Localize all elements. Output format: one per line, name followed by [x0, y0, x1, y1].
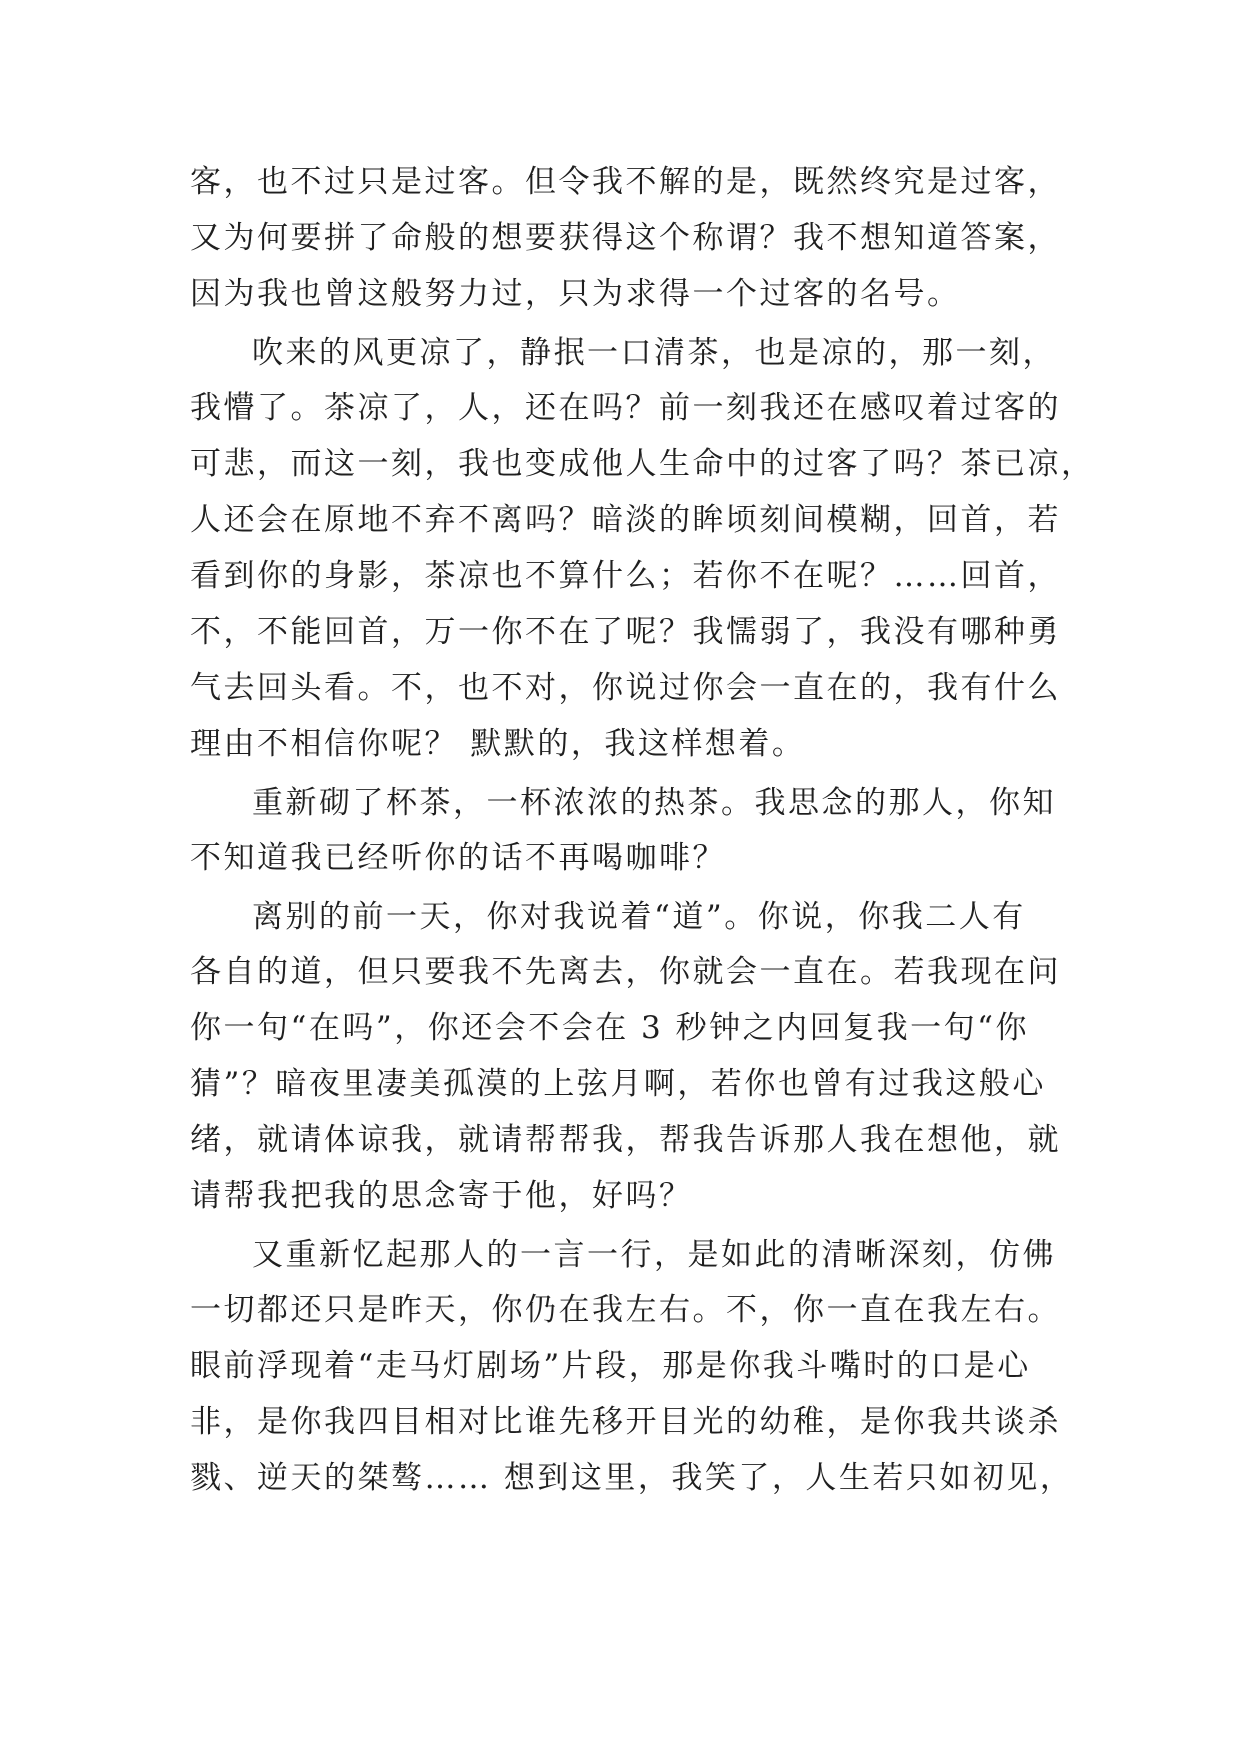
text-line: 理由不相信你呢？ 默默的，我这样想着。: [190, 726, 806, 762]
text-line: 请帮我把我的思念寄于他，好吗？: [190, 1178, 693, 1214]
text-line: 不，不能回首，万一你不在了呢？我懦弱了，我没有哪种勇: [190, 614, 1061, 650]
text-line: 气去回头看。不，也不对，你说过你会一直在的，我有什么: [190, 670, 1061, 706]
text-line: 各自的道，但只要我不先离去，你就会一直在。若我现在问: [190, 954, 1061, 990]
text-line: 客，也不过只是过客。但令我不解的是，既然终究是过客，: [190, 164, 1061, 200]
paragraph-first-line: 离别的前一天，你对我说着“道”。你说，你我二人有: [252, 899, 1026, 935]
text-line: 猜”？暗夜里凄美孤漠的上弦月啊，若你也曾有过我这般心: [190, 1066, 1046, 1102]
text-line: 我懵了。茶凉了，人，还在吗？前一刻我还在感叹着过客的: [190, 390, 1061, 426]
paragraph-first-line: 吹来的风更凉了，静抿一口清茶，也是凉的，那一刻，: [252, 335, 1056, 371]
text-line: 因为我也曾这般努力过，只为求得一个过客的名号。: [190, 276, 961, 312]
text-line: 又为何要拼了命般的想要获得这个称谓？我不想知道答案，: [190, 220, 1061, 256]
text-line: 不知道我已经听你的话不再喝咖啡？: [190, 840, 726, 876]
text-line: 可悲，而这一刻，我也变成他人生命中的过客了吗？茶已凉，: [190, 446, 1095, 482]
text-line: 绪，就请体谅我，就请帮帮我，帮我告诉那人我在想他，就: [190, 1122, 1061, 1158]
text-line: 非，是你我四目相对比谁先移开目光的幼稚，是你我共谈杀: [190, 1404, 1061, 1440]
text-line: 你一句“在吗”，你还会不会在 3 秒钟之内回复我一句“你: [190, 1010, 1029, 1046]
text-line: 一切都还只是昨天，你仍在我左右。不，你一直在我左右。: [190, 1292, 1061, 1328]
paragraph-first-line: 又重新忆起那人的一言一行，是如此的清晰深刻，仿佛: [252, 1237, 1056, 1273]
text-line: 戮、逆天的桀骜…… 想到这里，我笑了，人生若只如初见，: [190, 1460, 1074, 1496]
text-line: 人还会在原地不弃不离吗？暗淡的眸顷刻间模糊，回首，若: [190, 502, 1061, 538]
text-line: 看到你的身影，茶凉也不算什么；若你不在呢？……回首，: [190, 558, 1061, 594]
paragraph-first-line: 重新砌了杯茶，一杯浓浓的热茶。我思念的那人，你知: [252, 785, 1056, 821]
text-line: 眼前浮现着“走马灯剧场”片段，那是你我斗嘴时的口是心: [190, 1348, 1031, 1384]
